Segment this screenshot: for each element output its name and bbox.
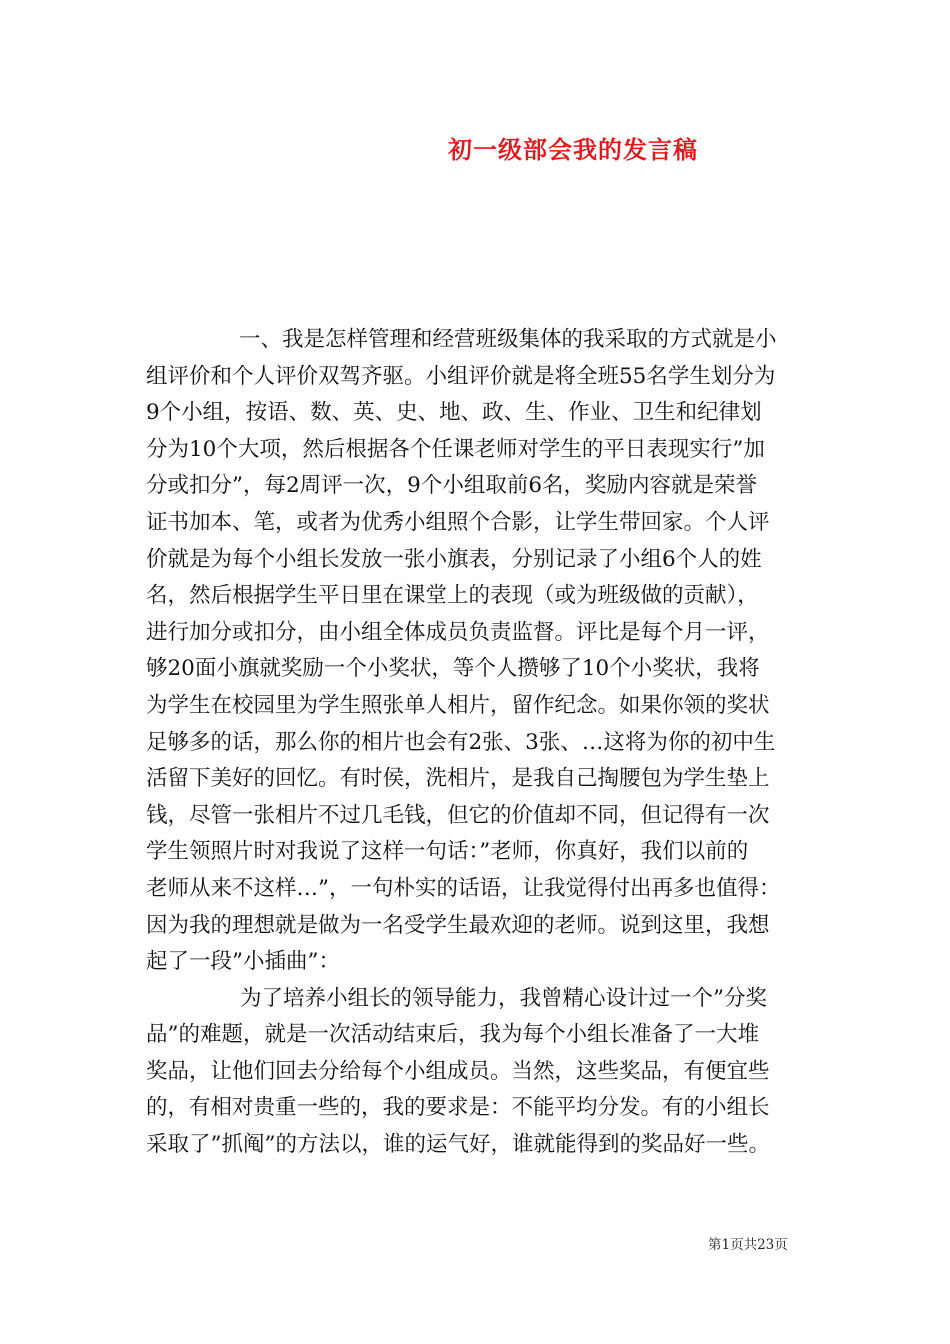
paragraph-line: 一、我是怎样管理和经营班级集体的我采取的方式就是小 <box>239 327 777 352</box>
paragraph-line: 为学生在校园里为学生照张单人相片，留作纪念。如果你领的奖状 <box>146 692 770 718</box>
document-title: 初一级部会我的发言稿 <box>448 135 698 164</box>
paragraph-line: 名，然后根据学生平日里在课堂上的表现（或为班级做的贡献）， <box>146 583 759 609</box>
paragraph-line: 奖品，让他们回去分给每个小组成员。当然，这些奖品，有便宜些 <box>146 1058 770 1084</box>
paragraph-line: 证书加本、笔，或者为优秀小组照个合影，让学生带回家。个人评 <box>146 509 770 535</box>
paragraph-line: 为了培养小组长的领导能力，我曾精心设计过一个”分奖 <box>240 985 767 1011</box>
paragraph-line: 组评价和个人评价双驾齐驱。小组评价就是将全班55名学生划分为 <box>146 363 776 389</box>
page-number: 第1页共23页 <box>708 1237 788 1253</box>
paragraph-line: 品”的难题，就是一次活动结束后，我为每个小组长准备了一大堆 <box>146 1022 759 1048</box>
paragraph-line: 进行加分或扣分，由小组全体成员负责监督。评比是每个月一评， <box>146 619 770 645</box>
document-body <box>146 322 826 1164</box>
paragraph-line: 的，有相对贵重一些的，我的要求是：不能平均分发。有的小组长 <box>146 1095 770 1121</box>
paragraph-line: 老师从来不这样…”，一句朴实的话语，让我觉得付出再多也值得： <box>146 875 781 901</box>
paragraph-line: 够20面小旗就奖励一个小奖状，等个人攒够了10个小奖状，我将 <box>146 656 760 682</box>
paragraph-line: 足够多的话，那么你的相片也会有2张、3张、…这将为你的初中生 <box>146 729 776 755</box>
paragraph-line: 活留下美好的回忆。有时侯，洗相片，是我自己掏腰包为学生垫上 <box>146 766 770 792</box>
paragraph-line: 9个小组，按语、数、英、史、地、政、生、作业、卫生和纪律划 <box>146 400 762 426</box>
paragraph-line: 因为我的理想就是做为一名受学生最欢迎的老师。说到这里，我想 <box>146 912 770 938</box>
paragraph-line: 学生领照片时对我说了这样一句话：”老师，你真好，我们以前的 <box>146 839 749 865</box>
paragraph-line: 分或扣分”，每2周评一次，9个小组取前6名，奖励内容就是荣誉 <box>146 473 758 499</box>
paragraph-line: 起了一段”小插曲”： <box>146 949 340 975</box>
paragraph-line: 采取了”抓阄”的方法以，谁的运气好，谁就能得到的奖品好一些。 <box>146 1132 770 1158</box>
paragraph-line: 钱，尽管一张相片不过几毛钱，但它的价值却不同，但记得有一次 <box>146 802 770 828</box>
paragraph-line: 分为10个大项，然后根据各个任课老师对学生的平日表现实行”加 <box>146 436 765 462</box>
paragraph-line: 价就是为每个小组长发放一张小旗表，分别记录了小组6个人的姓 <box>146 546 762 572</box>
